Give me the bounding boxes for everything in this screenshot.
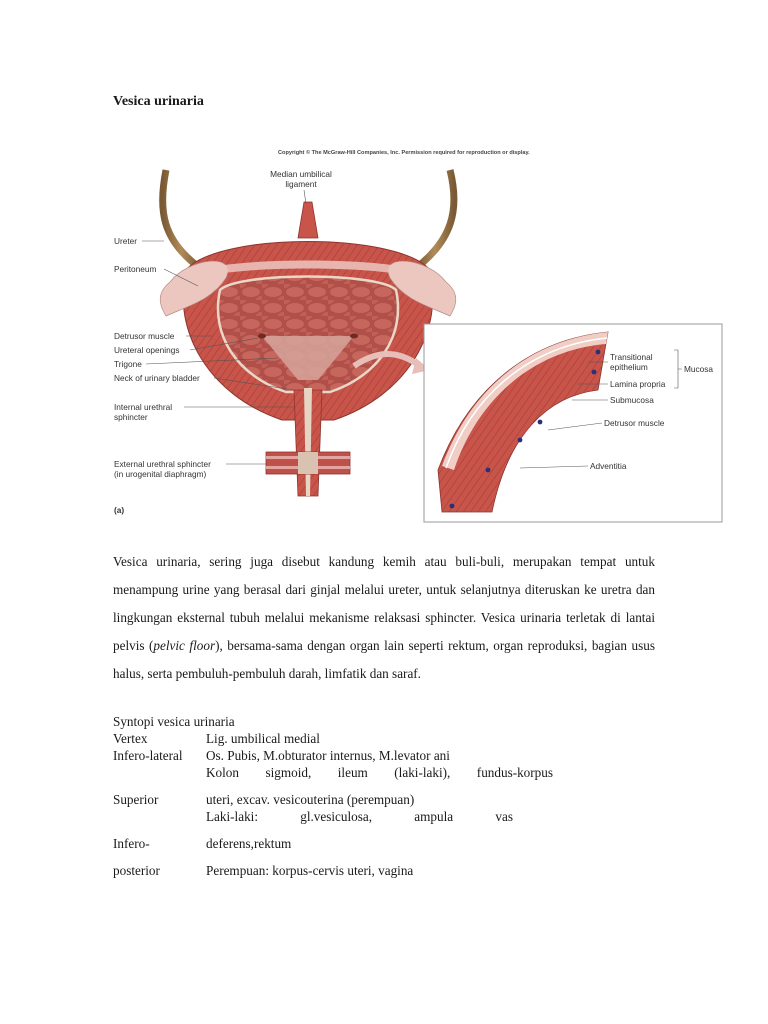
urethra-through-sphincter bbox=[298, 452, 318, 474]
syntopi-row bbox=[113, 808, 673, 825]
syntopi-value-part: gl.vesiculosa, bbox=[300, 809, 373, 824]
syntopi-row bbox=[113, 730, 673, 747]
inset-vessel bbox=[596, 350, 601, 355]
syntopi-row bbox=[113, 791, 673, 808]
syntopi-row bbox=[113, 862, 673, 879]
inset-vessel bbox=[592, 370, 597, 375]
syntopi-key: Infero- bbox=[113, 836, 150, 851]
syntopi-value-part: ampula bbox=[414, 809, 454, 824]
paragraph-text-2: ), bersama-sama dengan organ lain seperti rektum, organ reproduksi, bagian usus halus, serta pembuluh-pembuluh darah, limfatik dan saraf. bbox=[113, 638, 655, 681]
syntopi-key: Vertex bbox=[113, 731, 148, 746]
syntopi-value: Lig. umbilical medial bbox=[206, 731, 320, 746]
syntopi-value: Os. Pubis, M.obturator internus, M.levator ani bbox=[206, 748, 450, 763]
paragraph-text-1: Vesica urinaria, sering juga disebut kandung kemih atau buli-buli, merupakan tempat untuk menampung urine yang berasal dari ginjal melalui ureter, untuk selanjutnya diteruskan ke uretra dan lingkungan eksternal tubuh melalui mekanisme relaksasi sphincter. Vesica urinaria terletak di lantai pelvis ( bbox=[113, 554, 655, 653]
ureteral-opening-left bbox=[258, 334, 266, 339]
syntopi-value: Perempuan: korpus-cervis uteri, vagina bbox=[206, 863, 414, 878]
label-median-umbilical-1: Median umbilical bbox=[270, 169, 332, 179]
syntopi-row bbox=[113, 747, 673, 764]
label-ureter: Ureter bbox=[114, 236, 138, 246]
syntopi-value bbox=[206, 808, 673, 825]
syntopi-value: uteri, excav. vesicouterina (perempuan) bbox=[206, 792, 415, 807]
label-submucosa: Submucosa bbox=[610, 395, 654, 405]
label-internal-sphincter-2: sphincter bbox=[114, 412, 148, 422]
syntopi-value-part: vas bbox=[495, 809, 513, 824]
right-ureter bbox=[416, 170, 454, 268]
document-title: Vesica urinaria bbox=[113, 94, 204, 109]
label-trigone: Trigone bbox=[114, 359, 142, 369]
syntopi-title: Syntopi vesica urinaria bbox=[113, 714, 235, 729]
label-ureteral-openings: Ureteral openings bbox=[114, 345, 180, 355]
label-adventitia: Adventitia bbox=[590, 461, 627, 471]
syntopi-key: Infero-lateral bbox=[113, 748, 183, 763]
label-detrusor-muscle: Detrusor muscle bbox=[114, 331, 175, 341]
syntopi-value-part: Laki-laki: bbox=[206, 809, 258, 824]
ureteral-opening-right bbox=[350, 334, 358, 339]
syntopi-row bbox=[113, 835, 673, 852]
median-umbilical-ligament bbox=[298, 202, 318, 238]
syntopi-value: Kolon sigmoid, ileum (laki-laki), fundus-korpus bbox=[206, 765, 553, 780]
syntopi-section bbox=[113, 713, 673, 879]
panel-label: (a) bbox=[114, 505, 125, 515]
left-ureter bbox=[163, 170, 200, 268]
copyright-notice: Copyright © The McGraw-Hill Companies, Inc. Permission required for reproduction or display. bbox=[278, 150, 530, 156]
label-external-sphincter-2: (in urogenital diaphragm) bbox=[114, 469, 207, 479]
label-median-umbilical-2: ligament bbox=[285, 179, 317, 189]
label-mucosa: Mucosa bbox=[684, 364, 714, 374]
label-neck: Neck of urinary bladder bbox=[114, 373, 200, 383]
label-lamina-propria: Lamina propria bbox=[610, 379, 666, 389]
inset-vessel bbox=[450, 504, 455, 509]
label-transitional-epithelium-2: epithelium bbox=[610, 362, 648, 372]
syntopi-key: Superior bbox=[113, 792, 159, 807]
syntopi-key bbox=[113, 808, 206, 825]
syntopi-key: posterior bbox=[113, 863, 160, 878]
label-internal-sphincter-1: Internal urethral bbox=[114, 402, 173, 412]
inset-vessel bbox=[486, 468, 491, 473]
syntopi-value: deferens,rektum bbox=[206, 836, 292, 851]
description-paragraph bbox=[113, 548, 655, 688]
label-transitional-epithelium-1: Transitional bbox=[610, 352, 653, 362]
paragraph-italic-term: pelvic floor bbox=[153, 638, 216, 653]
label-external-sphincter-1: External urethral sphincter bbox=[114, 459, 211, 469]
inset-vessel bbox=[518, 438, 523, 443]
bladder-anatomy-figure bbox=[108, 140, 724, 530]
syntopi-key bbox=[113, 764, 206, 781]
syntopi-row bbox=[113, 764, 673, 781]
inset-vessel bbox=[538, 420, 543, 425]
bladder-illustration bbox=[108, 140, 724, 530]
label-detrusor-muscle-inset: Detrusor muscle bbox=[604, 418, 665, 428]
label-peritoneum: Peritoneum bbox=[114, 264, 157, 274]
